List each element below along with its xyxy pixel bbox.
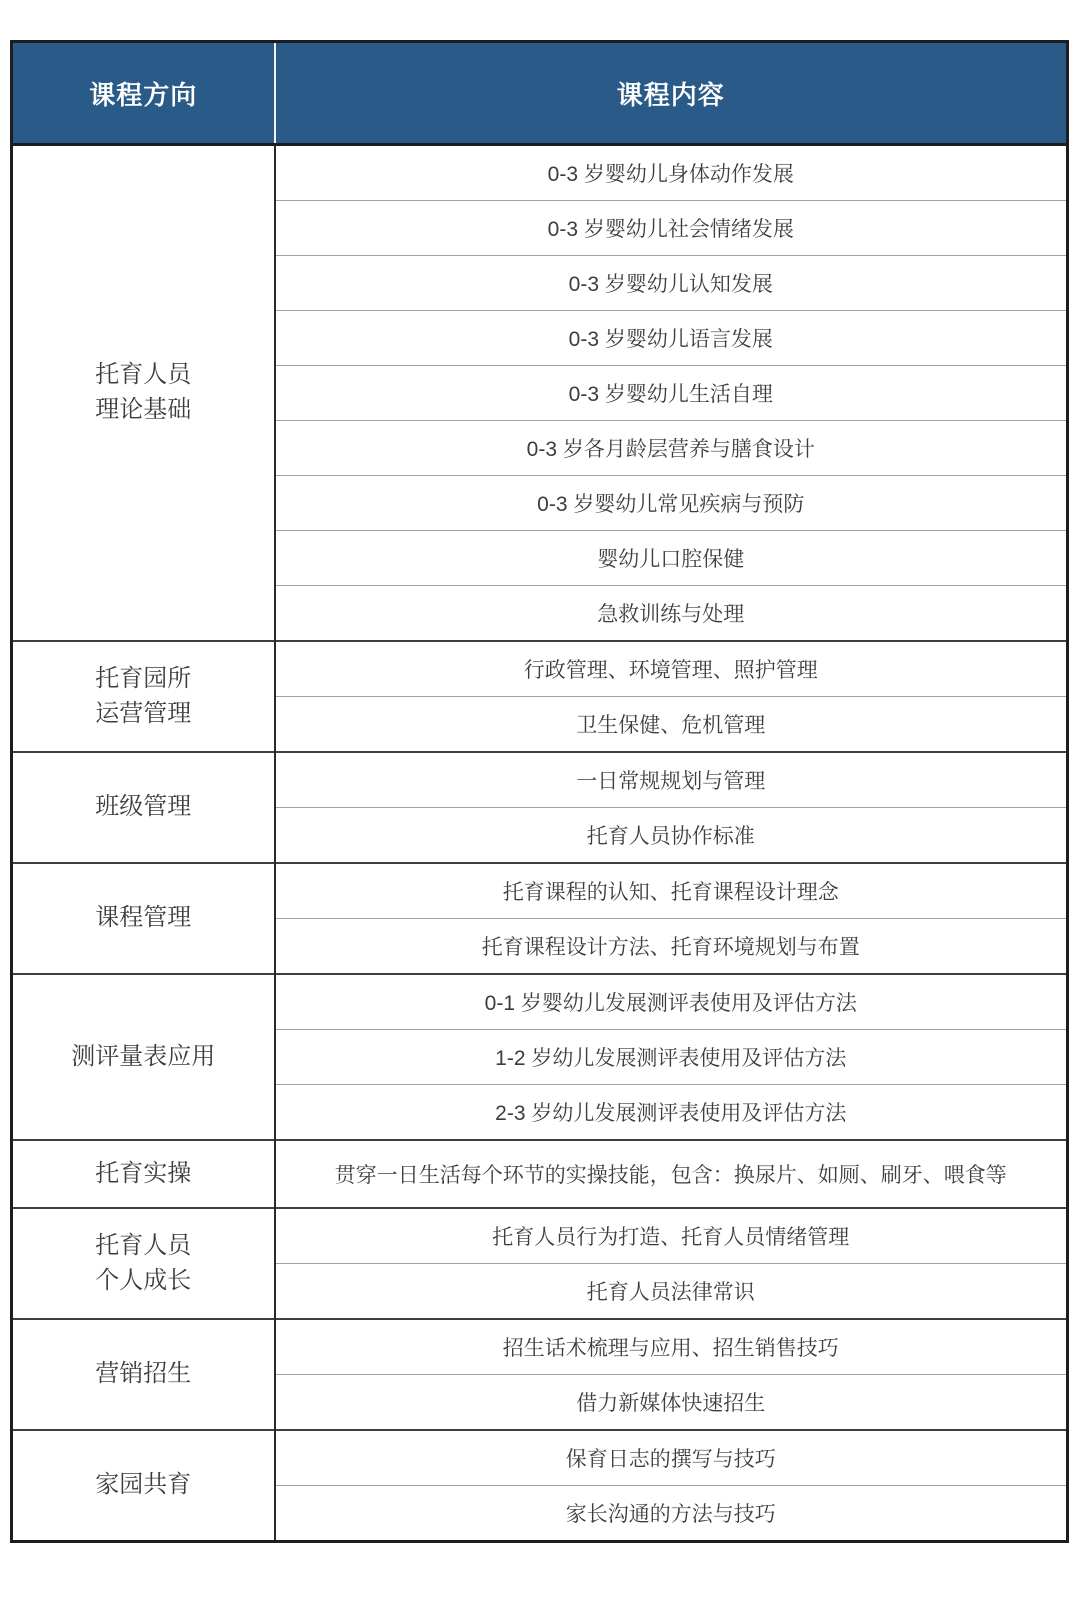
course-direction-label: 营销招生 [95,1360,192,1388]
table-row [12,1208,1068,1264]
course-content-cell: 急救训练与处理 [275,586,1068,642]
course-direction-cell [12,752,275,863]
course-content-cell: 0-3 岁各月龄层营养与膳食设计 [275,421,1068,476]
table-row [12,974,1068,1030]
course-direction-cell [12,863,275,974]
course-content-cell: 0-3 岁婴幼儿语言发展 [275,311,1068,366]
course-direction-cell [12,1208,275,1319]
course-content-cell: 行政管理、环境管理、照护管理 [275,641,1068,697]
course-direction-label: 托育园所 [95,664,192,692]
course-content-cell: 一日常规规划与管理 [275,752,1068,808]
course-direction-label: 家园共育 [95,1471,192,1499]
course-content-cell: 0-1 岁婴幼儿发展测评表使用及评估方法 [275,974,1068,1030]
course-content-cell: 2-3 岁幼儿发展测评表使用及评估方法 [275,1085,1068,1141]
course-content-cell: 托育课程的认知、托育课程设计理念 [275,863,1068,919]
course-direction-label: 托育人员 [95,361,192,389]
course-direction-cell [12,1319,275,1430]
course-content-cell: 贯穿一日生活每个环节的实操技能，包含：换尿片、如厕、刷牙、喂食等 [275,1140,1068,1208]
table-row [12,1319,1068,1375]
course-direction-label: 课程管理 [95,904,192,932]
course-content-cell: 托育人员行为打造、托育人员情绪管理 [275,1208,1068,1264]
course-direction-cell [12,1430,275,1542]
table-row [12,1140,1068,1208]
course-content-cell: 婴幼儿口腔保健 [275,531,1068,586]
course-content-cell: 0-3 岁婴幼儿社会情绪发展 [275,201,1068,256]
course-content-cell: 卫生保健、危机管理 [275,697,1068,753]
course-direction-cell [12,1140,275,1208]
table-body [12,145,1068,1542]
course-content-cell: 托育人员协作标准 [275,808,1068,864]
course-content-cell: 托育人员法律常识 [275,1264,1068,1320]
course-direction-label: 理论基础 [95,396,192,423]
course-content-cell: 家长沟通的方法与技巧 [275,1486,1068,1542]
header-course-direction: 课程方向 [12,42,275,145]
course-direction-cell [12,641,275,752]
course-direction-label: 托育人员 [95,1231,192,1259]
course-content-cell: 招生话术梳理与应用、招生销售技巧 [275,1319,1068,1375]
course-direction-cell [12,974,275,1140]
course-direction-cell [12,145,275,642]
course-content-cell: 1-2 岁幼儿发展测评表使用及评估方法 [275,1030,1068,1085]
course-table [10,40,1069,1543]
course-content-cell: 0-3 岁婴幼儿常见疾病与预防 [275,476,1068,531]
table-row [12,641,1068,697]
course-direction-label: 班级管理 [95,793,192,821]
table-row [12,145,1068,201]
course-content-cell: 0-3 岁婴幼儿生活自理 [275,366,1068,421]
course-direction-label: 运营管理 [95,699,192,727]
course-content-cell: 保育日志的撰写与技巧 [275,1430,1068,1486]
course-content-cell: 0-3 岁婴幼儿认知发展 [275,256,1068,311]
course-direction-label: 个人成长 [95,1266,192,1294]
course-content-cell: 托育课程设计方法、托育环境规划与布置 [275,919,1068,975]
course-direction-label: 托育实操 [95,1159,192,1187]
table-row [12,863,1068,919]
course-content-cell: 借力新媒体快速招生 [275,1375,1068,1431]
header-course-content: 课程内容 [275,42,1068,145]
table-header-row [12,42,1068,145]
course-table-wrapper [10,40,1069,1543]
course-direction-label: 测评量表应用 [71,1042,216,1070]
table-row [12,752,1068,808]
course-content-cell: 0-3 岁婴幼儿身体动作发展 [275,145,1068,201]
table-row [12,1430,1068,1486]
